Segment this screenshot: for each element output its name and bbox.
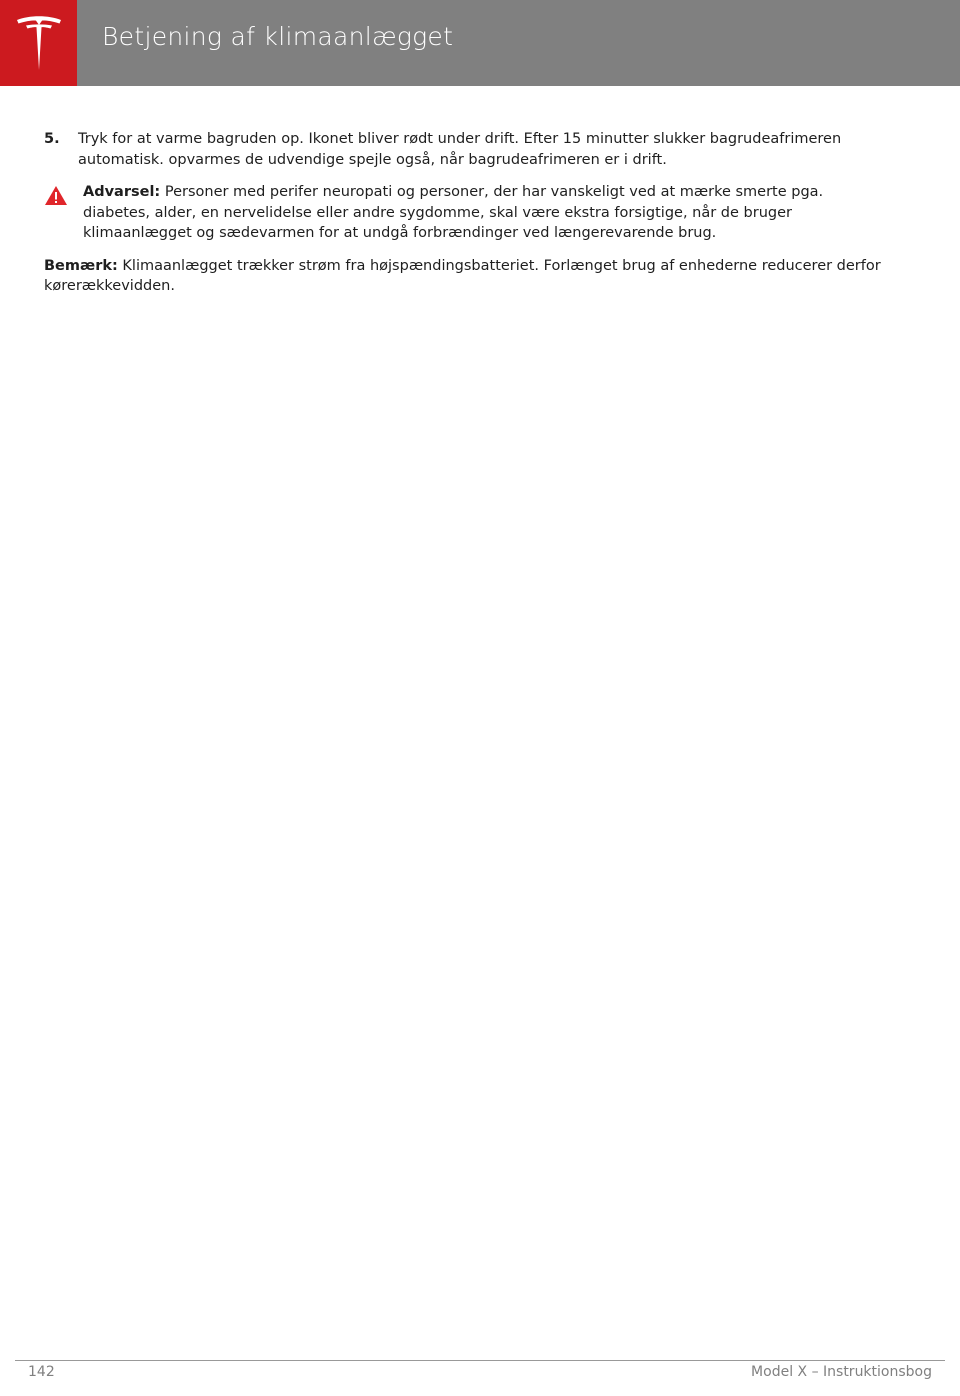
page-number: 142 <box>28 1364 55 1380</box>
step-number: 5. <box>44 131 60 147</box>
brand-logo-box <box>0 0 77 86</box>
warning-text: Personer med perifer neuropati og personer, der har vanskeligt ved at mærke smerte pga. diabetes, alder, en nervelidelse eller andre sygdomme, skal være ekstra forsigtige, når de bruger klimaanlægget og sædevarmen for at undgå forbrændinger ved længerevarende brug. <box>83 184 824 241</box>
numbered-step <box>44 129 884 170</box>
tesla-logo-icon <box>14 14 64 72</box>
step-text: Tryk for at varme bagruden op. Ikonet bliver rødt under drift. Efter 15 minutter slukker bagrudeafrimeren automatisk. opvarmes de udvendige spejle også, når bagrudeafrimeren er i drift. <box>78 131 842 168</box>
warning-triangle-icon <box>44 185 68 206</box>
page-header <box>0 0 960 86</box>
manual-name: Model X – Instruktionsbog <box>751 1364 932 1380</box>
footer-divider <box>15 1360 945 1361</box>
note-text: Klimaanlægget trækker strøm fra højspændingsbatteriet. Forlænget brug af enhederne reducerer derfor kørerækkevidden. <box>44 257 881 294</box>
page-title: Betjening af klimaanlægget <box>102 22 454 51</box>
warning-box <box>44 182 884 244</box>
warning-label: Advarsel: <box>83 184 161 200</box>
page-content <box>44 129 884 297</box>
note-paragraph <box>44 256 884 297</box>
note-label: Bemærk: <box>44 257 118 274</box>
